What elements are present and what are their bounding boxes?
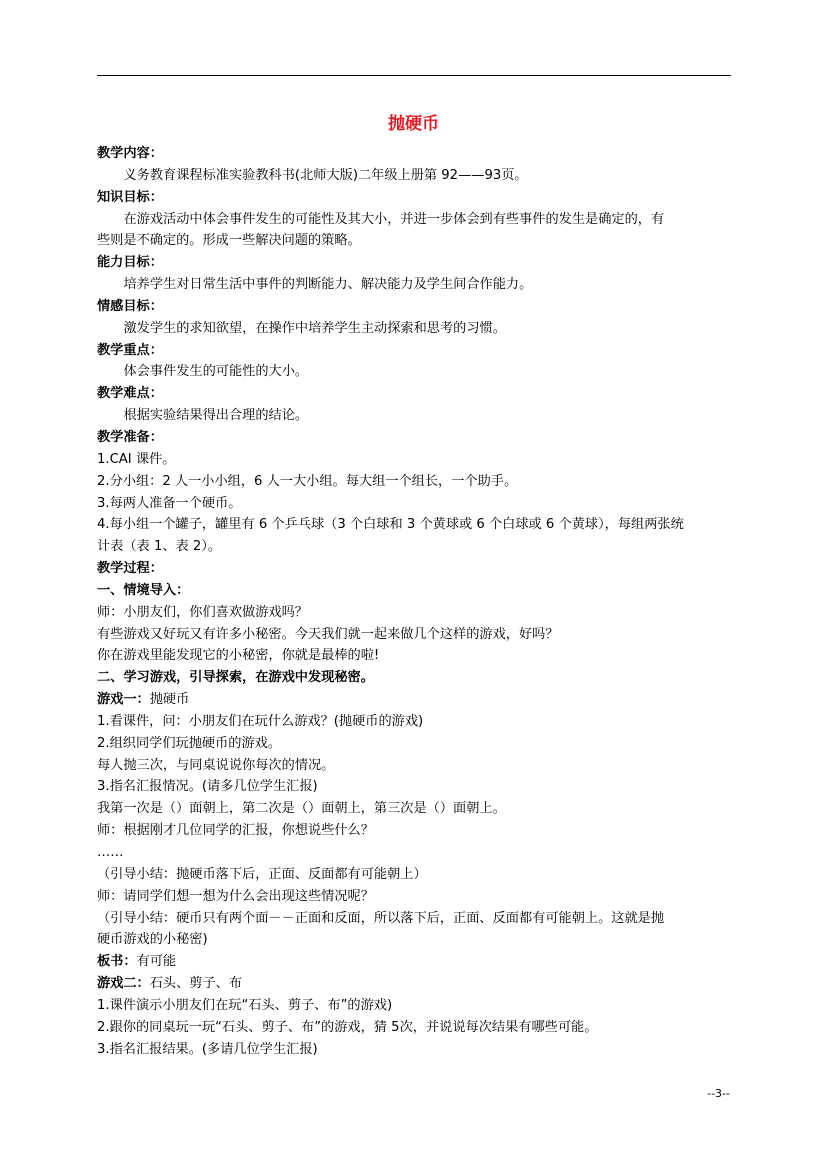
page-number: --3--: [707, 1087, 730, 1100]
text-line: 教学难点：: [97, 386, 163, 402]
header-rule: [97, 75, 731, 76]
text-line: 教学内容：: [97, 146, 163, 161]
text-line: 体会事件发生的可能性的大小。: [123, 364, 309, 380]
text-line: 1.CAI 课件。: [97, 451, 176, 467]
text-line: 根据实验结果得出合理的结论。: [123, 408, 309, 424]
text-line: 3.指名汇报结果。(多请几位学生汇报): [97, 1041, 318, 1057]
document-body: [97, 143, 731, 1060]
text-line: ……: [97, 845, 124, 860]
text-line: 有些游戏又好玩又有许多小秘密。今天我们就一起来做几个这样的游戏，好吗？: [97, 626, 559, 642]
text-line: 板书：有可能: [97, 954, 177, 970]
text-line: （引导小结：硬币只有两个面－－正面和反面，所以落下后，正面、反面都有可能朝上。这就是抛: [97, 910, 665, 926]
text-line: 3.指名汇报情况。(请多几位学生汇报): [97, 779, 318, 795]
text-line: 二、学习游戏，引导探索，在游戏中发现秘密。: [97, 670, 374, 686]
text-line: 一、情境导入：: [97, 582, 190, 598]
text-line: 些则是不确定的。形成一些解决问题的策略。: [97, 233, 361, 249]
text-line: 2.组织同学们玩抛硬币的游戏。: [97, 735, 282, 751]
text-line: 我第一次是（）面朝上，第二次是（）面朝上，第三次是（）面朝上。: [97, 801, 506, 817]
text-line: 3.每两人准备一个硬币。: [97, 495, 242, 511]
text-line: 游戏二：石头、剪子、布: [97, 976, 243, 992]
text-line: 硬币游戏的小秘密): [97, 932, 208, 948]
text-line: 计表（表 1、表 2）。: [97, 539, 222, 555]
text-line: 每人抛三次，与同桌说说你每次的情况。: [97, 757, 335, 773]
text-line: 激发学生的求知欲望，在操作中培养学生主动探索和思考的习惯。: [123, 320, 506, 336]
text-line: 游戏一：抛硬币: [97, 692, 190, 708]
text-line: 情感目标：: [97, 298, 163, 314]
text-line: 义务教育课程标准实验教科书(北师大版)二年级上册第 92——93页。: [123, 167, 528, 183]
text-line: 2.跟你的同桌玩一玩“石头、剪子、布”的游戏，猜 5次，并说说每次结果有哪些可能。: [97, 1019, 598, 1035]
text-line: （引导小结：抛硬币落下后，正面、反面都有可能朝上）: [97, 866, 427, 882]
text-line: 在游戏活动中体会事件发生的可能性及其大小，并进一步体会到有些事件的发生是确定的，有: [123, 211, 665, 227]
text-line: 师：根据刚才几位同学的汇报，你想说些什么？: [97, 823, 374, 839]
text-line: 师：小朋友们，你们喜欢做游戏吗？: [97, 604, 308, 620]
text-line: 1.课件演示小朋友们在玩“石头、剪子、布”的游戏): [97, 997, 393, 1013]
text-line: 知识目标：: [97, 189, 163, 205]
document-title: 抛硬币: [388, 114, 439, 134]
text-line: 培养学生对日常生活中事件的判断能力、解决能力及学生间合作能力。: [123, 277, 533, 293]
text-line: 教学重点：: [97, 342, 163, 358]
text-line: 2.分小组：2 人一小小组，6 人一大小组。每大组一个组长，一个助手。: [97, 473, 518, 489]
text-line: 1.看课件，问：小朋友们在玩什么游戏？(抛硬币的游戏): [97, 713, 424, 729]
text-line: 师：请同学们想一想为什么会出现这些情况呢？: [97, 888, 374, 904]
text-line: 4.每小组一个罐子，罐里有 6 个乒乓球（3 个白球和 3 个黄球或 6 个白球或 6 个黄球），每组两张统: [97, 517, 684, 533]
text-line: 教学过程：: [97, 561, 163, 577]
text-line: 你在游戏里能发现它的小秘密，你就是最棒的啦!: [97, 648, 380, 664]
text-line: 教学准备：: [97, 429, 163, 445]
text-line: 能力目标：: [97, 255, 163, 271]
